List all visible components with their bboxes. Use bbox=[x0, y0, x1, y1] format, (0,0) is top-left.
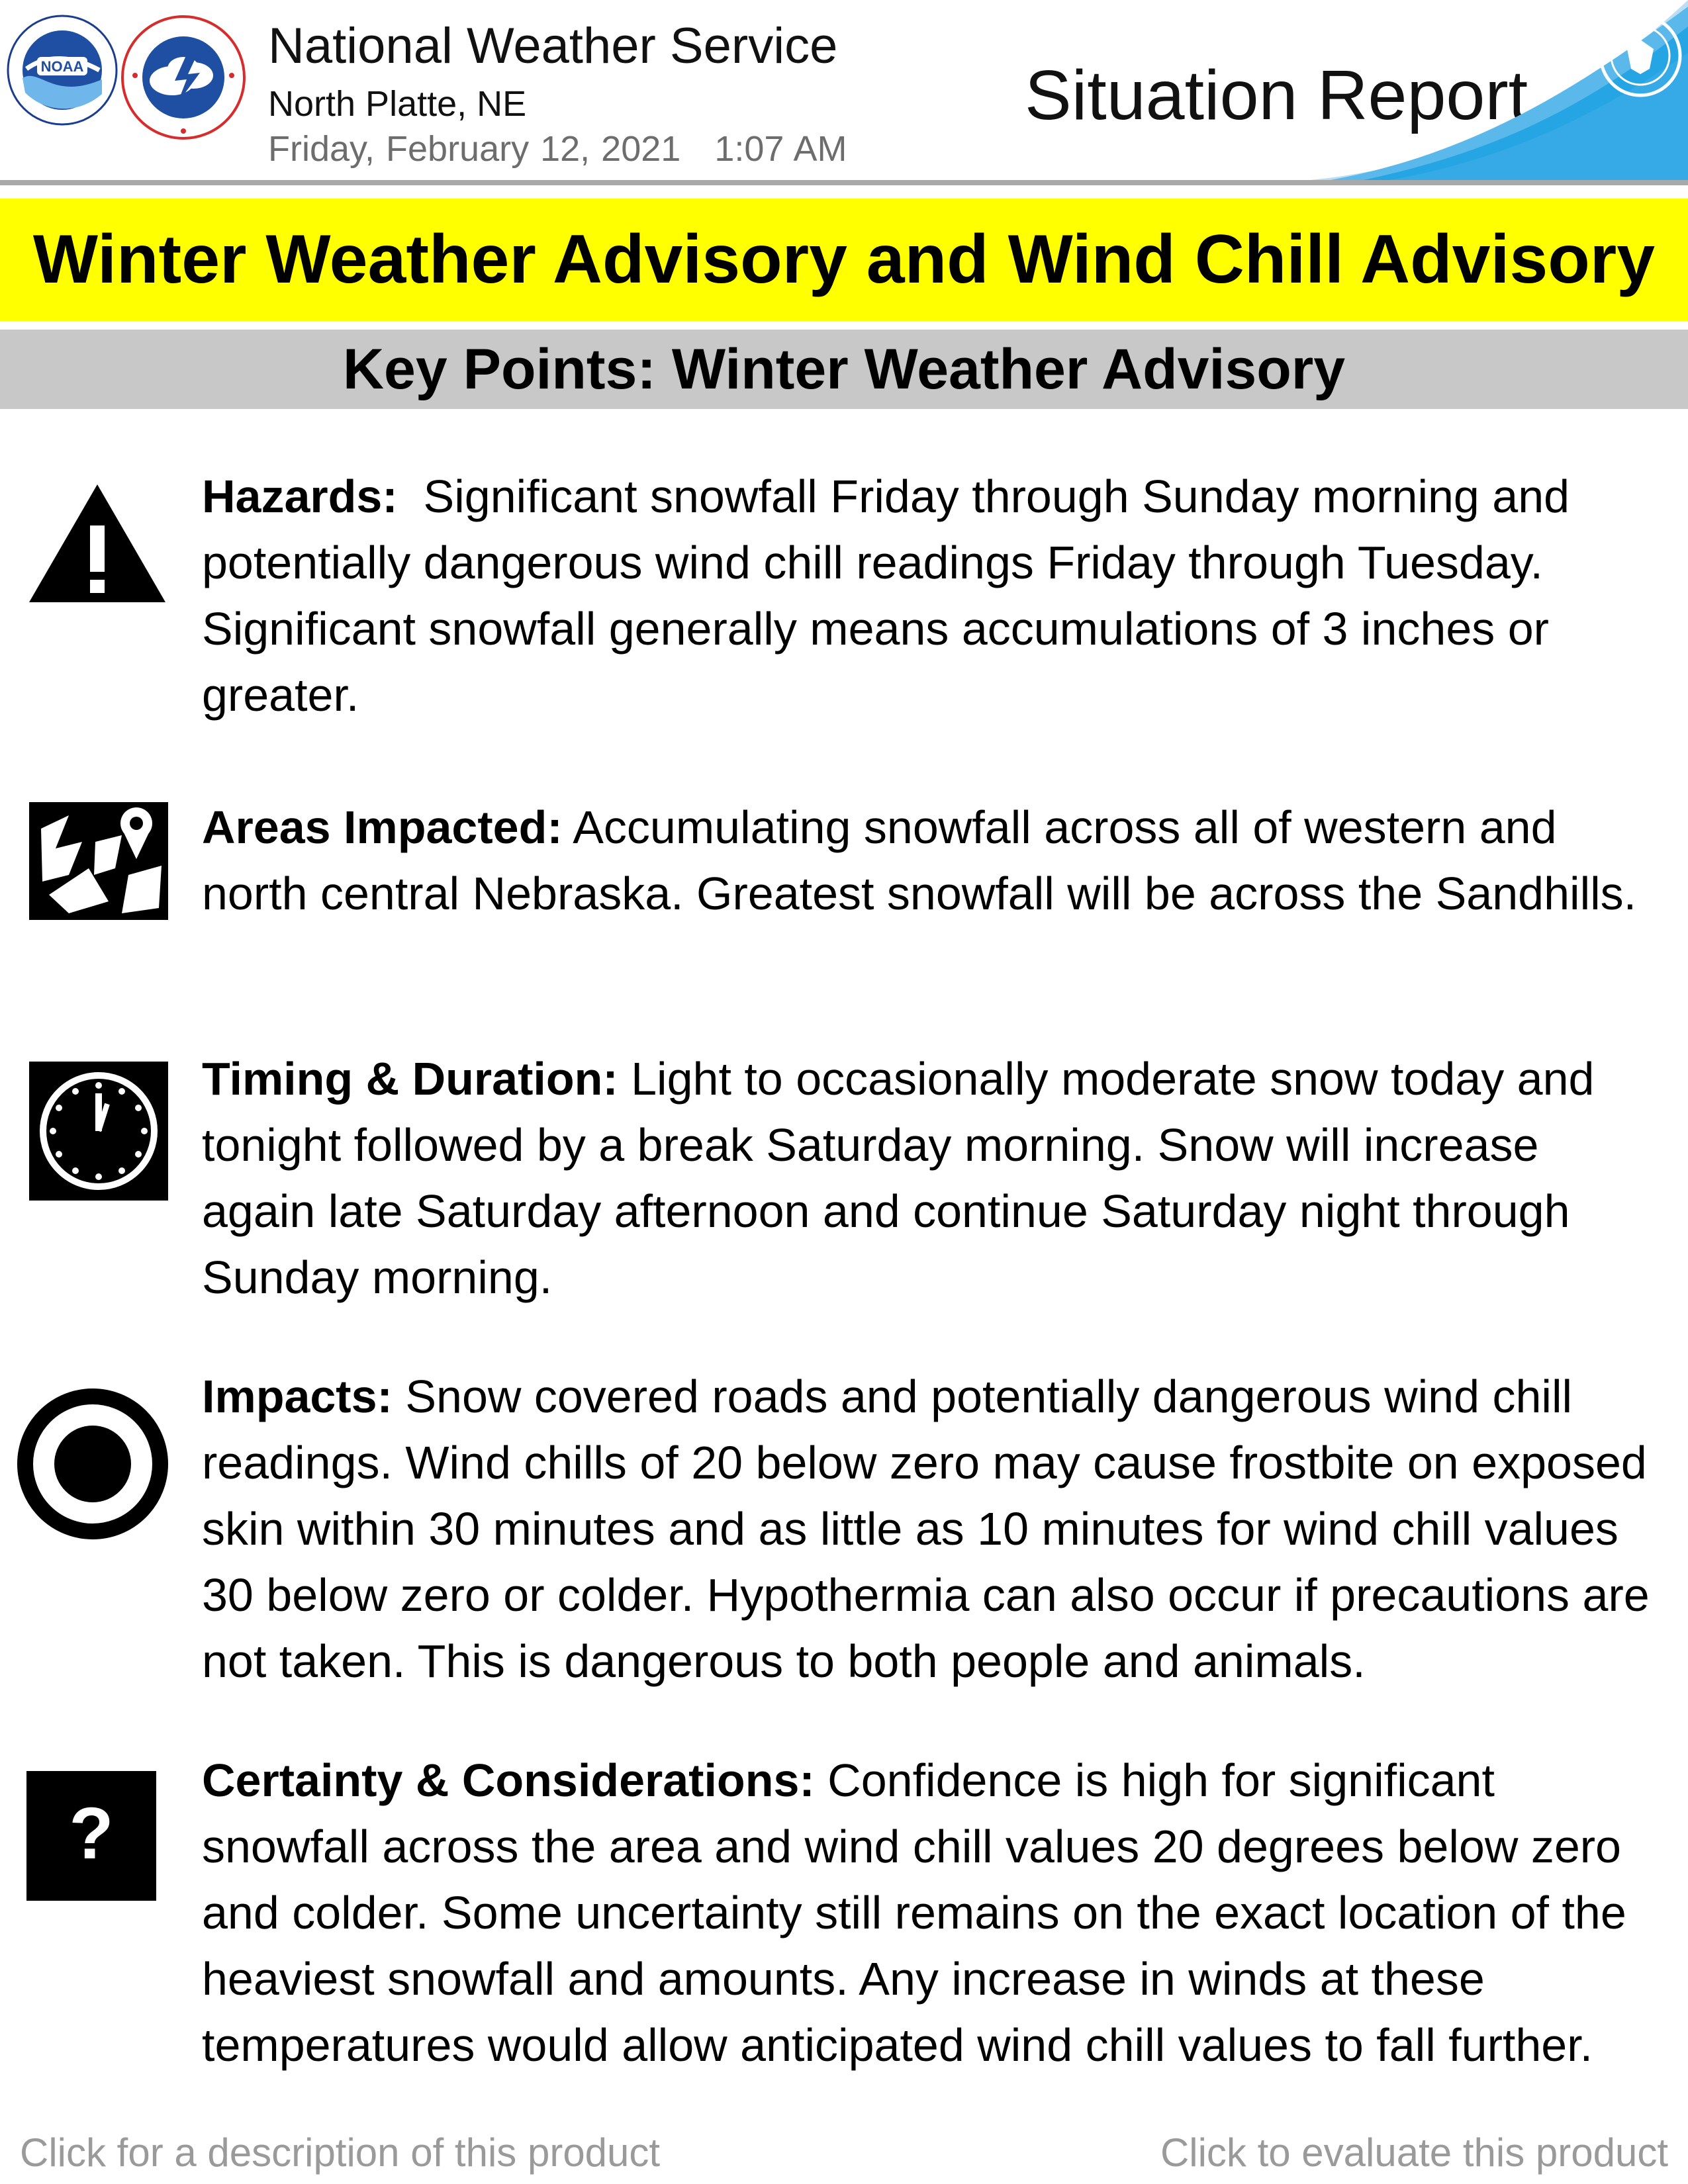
svg-text:NOAA: NOAA bbox=[40, 58, 84, 75]
certainty-considerations-label: Certainty & Considerations: bbox=[202, 1754, 815, 1806]
map-pin-icon bbox=[29, 802, 168, 920]
target-icon bbox=[16, 1387, 169, 1541]
product-description-link[interactable]: Click for a description of this product bbox=[20, 2130, 661, 2175]
hazards-text bbox=[202, 463, 1665, 728]
timing-duration-text bbox=[202, 1046, 1665, 1310]
timing-duration-body: Light to occasionally moderate snow today and tonight followed by a break Saturday morning. Snow will increase again late Saturday afternoon and continue Saturday night through Sunday morning. bbox=[202, 1053, 1607, 1303]
evaluate-product-link[interactable]: Click to evaluate this product bbox=[1160, 2130, 1668, 2175]
clock-icon bbox=[29, 1062, 168, 1201]
header bbox=[0, 0, 1688, 184]
question-icon bbox=[26, 1771, 156, 1901]
advisory-banner bbox=[0, 199, 1688, 321]
keypoints-bar bbox=[0, 330, 1688, 409]
header-corner-wave bbox=[1311, 0, 1688, 180]
impacts-label: Impacts: bbox=[202, 1371, 393, 1422]
org-name: National Weather Service bbox=[268, 18, 838, 74]
advisory-title: Winter Weather Advisory and Wind Chill Advisory bbox=[32, 221, 1656, 298]
areas-impacted-label: Areas Impacted: bbox=[202, 801, 563, 853]
svg-text:?: ? bbox=[69, 1793, 114, 1874]
areas-impacted-text bbox=[202, 794, 1665, 927]
timing-duration-label: Timing & Duration: bbox=[202, 1053, 618, 1105]
office-location: North Platte, NE bbox=[268, 84, 527, 124]
nws-logo bbox=[120, 15, 246, 140]
noaa-logo bbox=[7, 15, 118, 126]
report-title: Situation Report bbox=[1025, 56, 1528, 134]
certainty-considerations-body: Confidence is high for significant snowfall across the area and wind chill values 20 degrees below zero and colder. Some uncertainty still remains on the exact location of the heaviest snowfall and amounts. Any increase in winds at these temperatures would allow anticipated wind chill values to fall further. bbox=[202, 1754, 1640, 2071]
certainty-considerations-text bbox=[202, 1747, 1665, 2078]
hazards-body: Significant snowfall Friday through Sunday morning and potentially dangerous wind chill readings Friday through Tuesday. Significant snowfall generally means accumulations of 3 inches or greater. bbox=[202, 471, 1583, 721]
areas-impacted-body: Accumulating snowfall across all of western and north central Nebraska. Greatest snowfall will be across the Sandhills. bbox=[202, 801, 1637, 919]
warning-icon bbox=[26, 482, 168, 605]
header-divider bbox=[0, 180, 1688, 185]
impacts-body: Snow covered roads and potentially dangerous wind chill readings. Wind chills of 20 below zero may cause frostbite on exposed skin within 30 minutes and as little as 10 minutes for wind chill values 30 below zero or colder. Hypothermia can also occur if precautions are not taken. This is dangerous to both people and animals. bbox=[202, 1371, 1663, 1687]
issue-datetime: Friday, February 12, 2021 1:07 AM bbox=[268, 129, 847, 169]
hazards-label: Hazards: bbox=[202, 471, 398, 522]
keypoints-title: Key Points: Winter Weather Advisory bbox=[342, 337, 1346, 401]
impacts-text bbox=[202, 1363, 1665, 1694]
